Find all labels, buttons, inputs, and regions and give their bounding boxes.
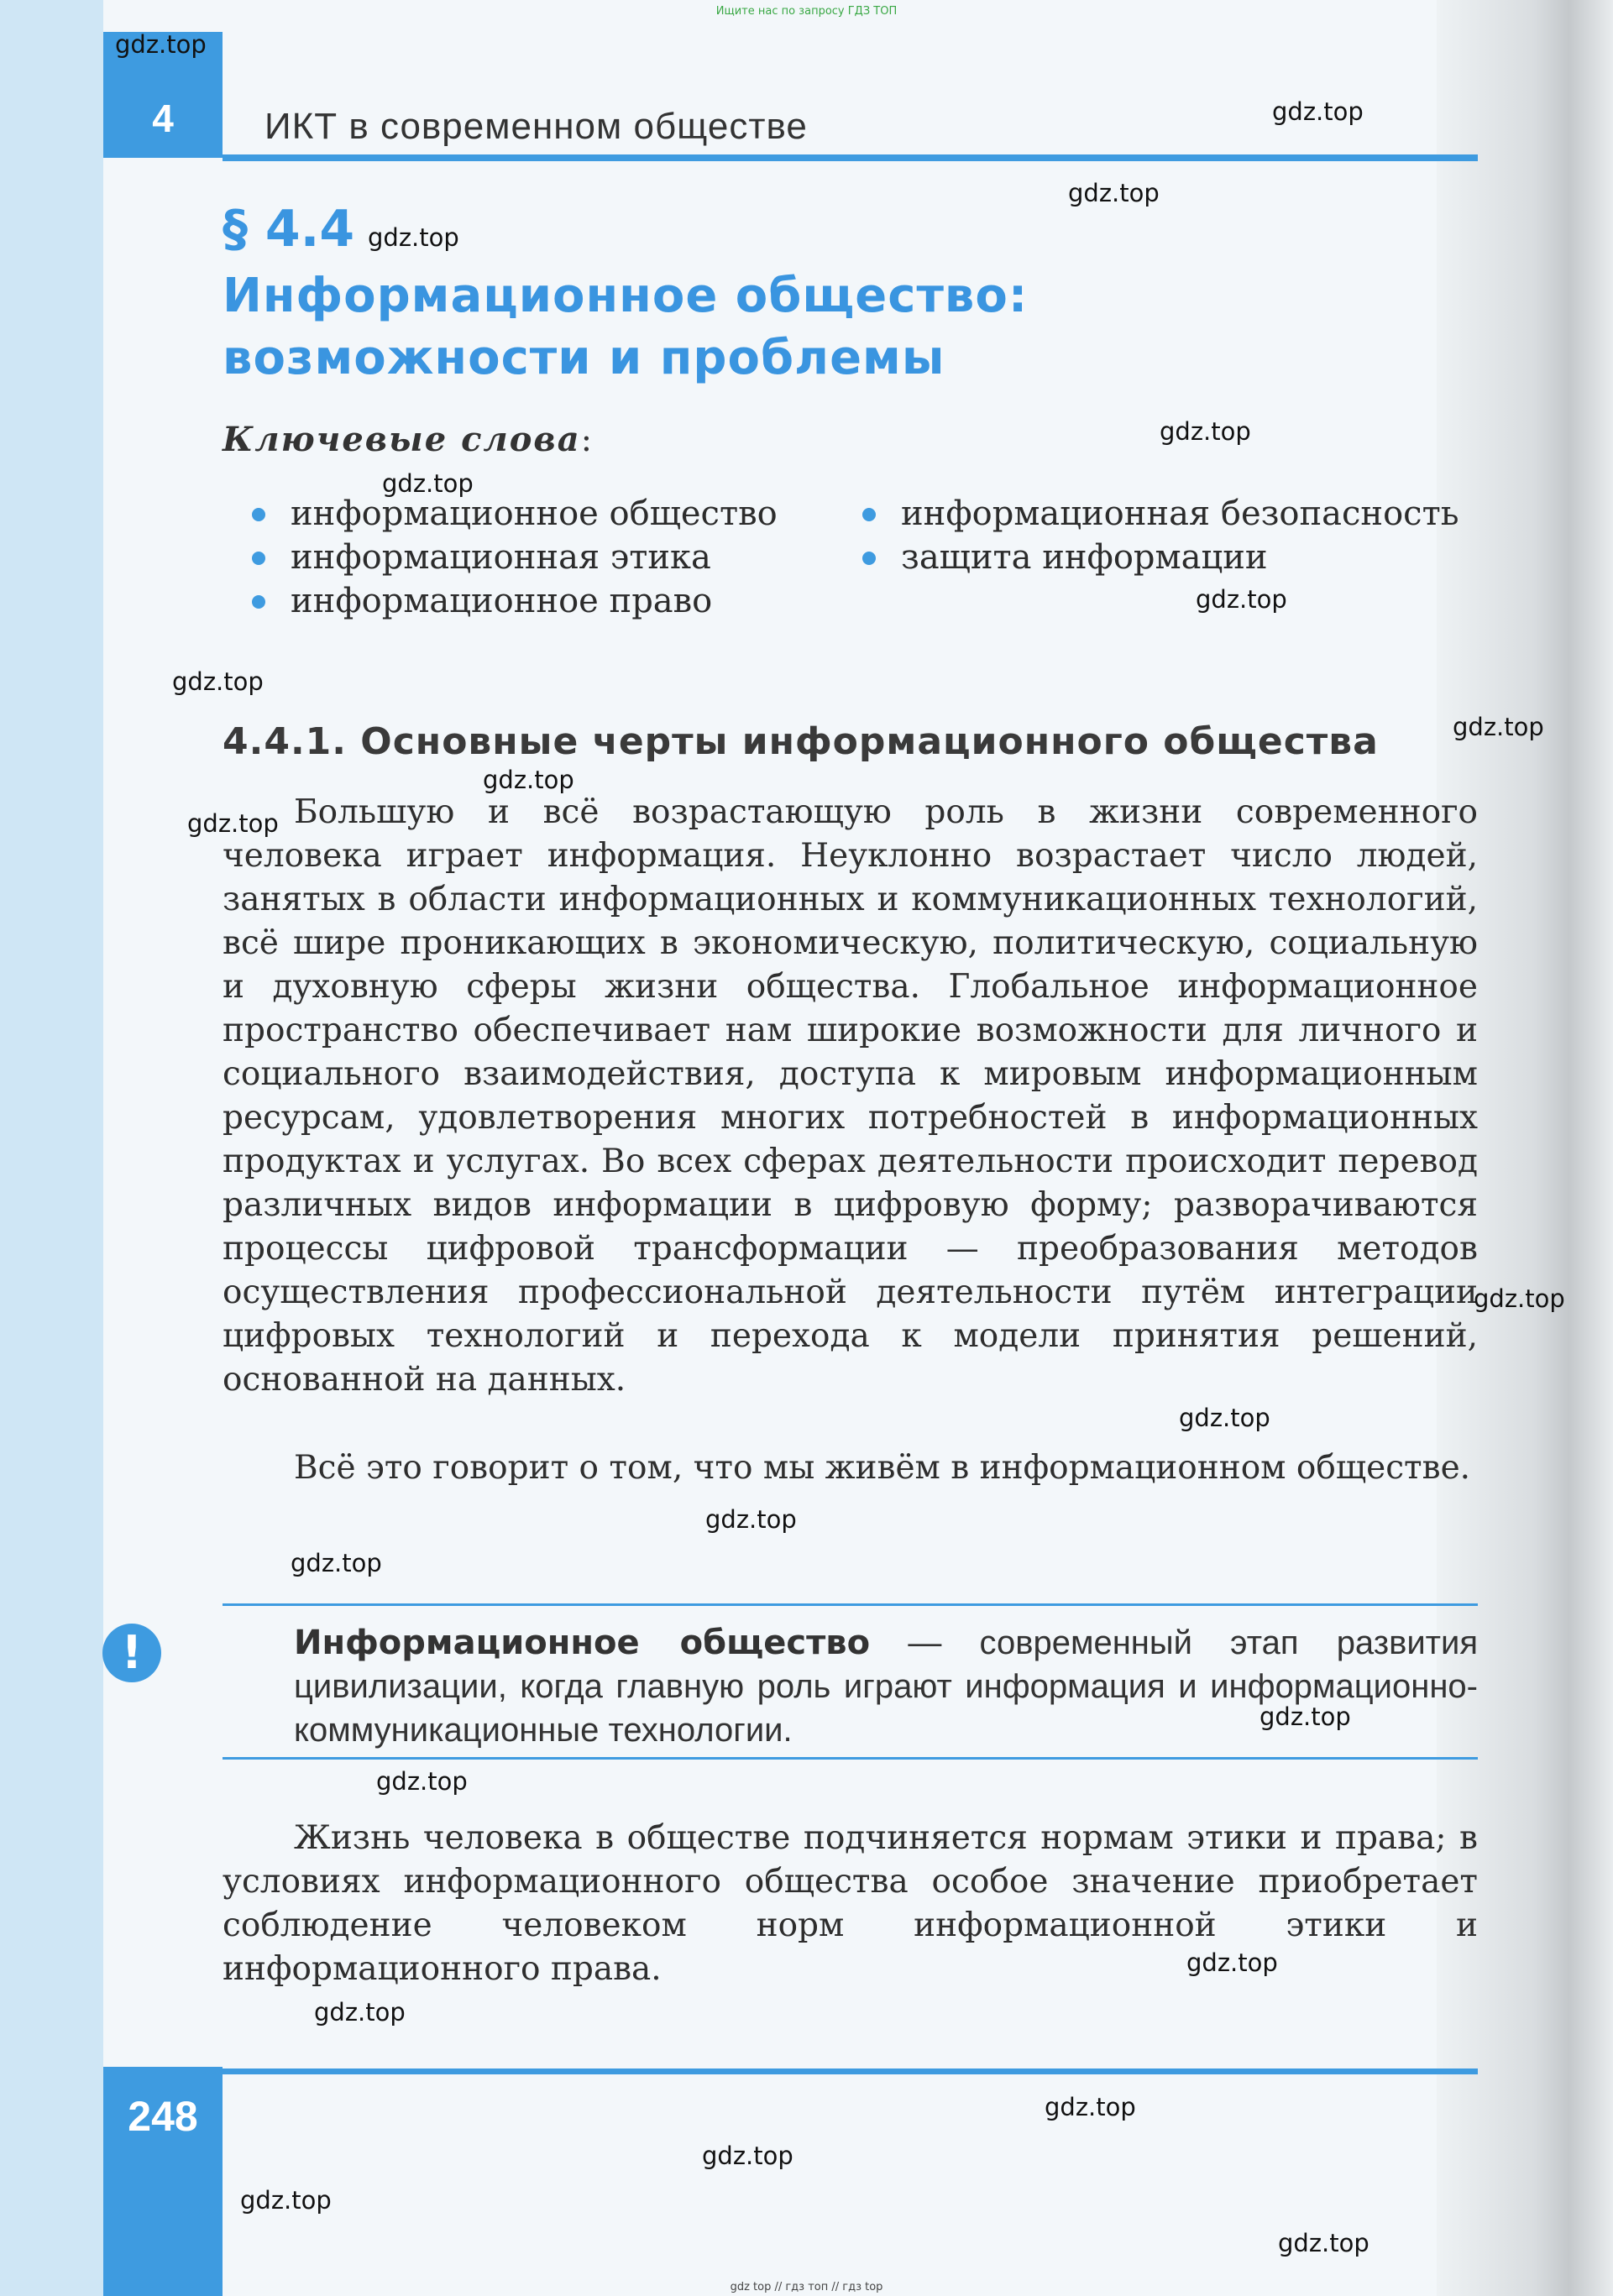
watermark: gdz.top [1278, 2229, 1369, 2257]
footer-rule [223, 2068, 1478, 2074]
bottom-note: gdz top // гдз топ // гдз top [730, 2281, 883, 2293]
keywords-label [223, 420, 594, 459]
page-side-strip [0, 0, 103, 2296]
watermark: gdz.top [1272, 97, 1364, 126]
watermark: gdz.top [1186, 1948, 1278, 1977]
paragraph-conclusion: Всё это говорит о том, что мы живём в информационном обществе. [294, 1449, 1471, 1487]
running-header-title: ИКТ в современном обществе [264, 106, 808, 147]
keywords-list-right [862, 492, 1459, 579]
watermark: gdz.top [314, 1998, 406, 2027]
watermark: gdz.top [1160, 417, 1251, 446]
keywords-label-colon: : [580, 421, 594, 459]
watermark: gdz.top [1196, 585, 1287, 614]
bullet-icon [252, 595, 265, 609]
page-number: 248 [128, 2093, 198, 2140]
watermark: gdz.top [483, 766, 574, 794]
keyword-text: информационная этика [291, 538, 711, 577]
watermark: gdz.top [291, 1549, 382, 1577]
page-number-badge [103, 2067, 223, 2296]
keyword-item [252, 536, 778, 579]
definition-body: — современный этап развития цивилизации, когда главную роль играют информация и информационно-коммуникационные технологии. [294, 1624, 1478, 1749]
watermark: gdz.top [1453, 713, 1544, 741]
watermark: gdz.top [1260, 1702, 1351, 1731]
keywords-label-text: Ключевые слова [223, 420, 581, 459]
keyword-item [862, 492, 1459, 536]
definition-box [223, 1603, 1478, 1760]
section-title-line-1: Информационное общество: [223, 269, 1029, 323]
bullet-icon [252, 552, 265, 565]
keyword-item [862, 536, 1459, 579]
section-number: § 4.4 [223, 200, 355, 259]
keyword-text: информационное право [291, 582, 713, 620]
keyword-item [252, 579, 778, 623]
watermark: gdz.top [368, 223, 459, 252]
definition-text [294, 1621, 1478, 1752]
watermark: gdz.top [1179, 1404, 1270, 1432]
watermark: gdz.top [702, 2142, 793, 2170]
watermark: gdz.top [1045, 2093, 1136, 2121]
subsection-heading: 4.4.1. Основные черты информационного общества [223, 720, 1379, 763]
section-title [223, 265, 1314, 390]
top-search-note: Ищите нас по запросу ГДЗ ТОП [715, 5, 898, 18]
header-rule [223, 154, 1478, 161]
keyword-text: защита информации [901, 538, 1268, 577]
keyword-text: информационное общество [291, 494, 778, 533]
watermark: gdz.top [115, 30, 207, 59]
exclamation-icon: ! [102, 1624, 161, 1682]
chapter-number: 4 [152, 97, 174, 140]
bullet-icon [252, 508, 265, 521]
keywords-list-left [252, 492, 778, 623]
watermark: gdz.top [172, 667, 264, 696]
paragraph-intro: Большую и всё возрастающую роль в жизни современного человека играет информация. Неуклонно возрастает число людей, занятых в области информационных и коммуникационных технологий, всё шире проникающих в экономическую, политическую, социальную и духовную сферы жизни общества. Глобальное информационное пространство обеспечивает нам широкие возможности для личного и социального взаимодействия, доступа к мировым информационным ресурсам, удовлетворения многих потребностей в информационных продуктах и услугах. Во всех сферах деятельности происходит перевод различных видов информации в цифровую форму; разворачиваются процессы цифровой трансформации — преобразования методов осуществления профессиональной деятельности путём интеграции цифровых технологий и перехода к модели принятия решений, основанной на данных. [223, 793, 1478, 1399]
bullet-icon [862, 552, 876, 565]
watermark: gdz.top [705, 1505, 797, 1534]
watermark: gdz.top [187, 809, 279, 838]
watermark: gdz.top [240, 2186, 332, 2215]
bullet-icon [862, 508, 876, 521]
watermark: gdz.top [376, 1767, 468, 1796]
watermark: gdz.top [1068, 179, 1160, 207]
watermark: gdz.top [1474, 1284, 1565, 1313]
definition-term: Информационное общество [294, 1624, 871, 1662]
watermark: gdz.top [382, 469, 474, 498]
paragraph-ethics: Жизнь человека в обществе подчиняется нормам этики и права; в условиях информационного общества особое значение приобретает соблюдение человеком норм информационной этики и информационного права. [223, 1819, 1478, 1988]
keyword-item [252, 492, 778, 536]
section-title-line-2: возможности и проблемы [223, 331, 945, 385]
keyword-text: информационная безопасность [901, 494, 1459, 533]
